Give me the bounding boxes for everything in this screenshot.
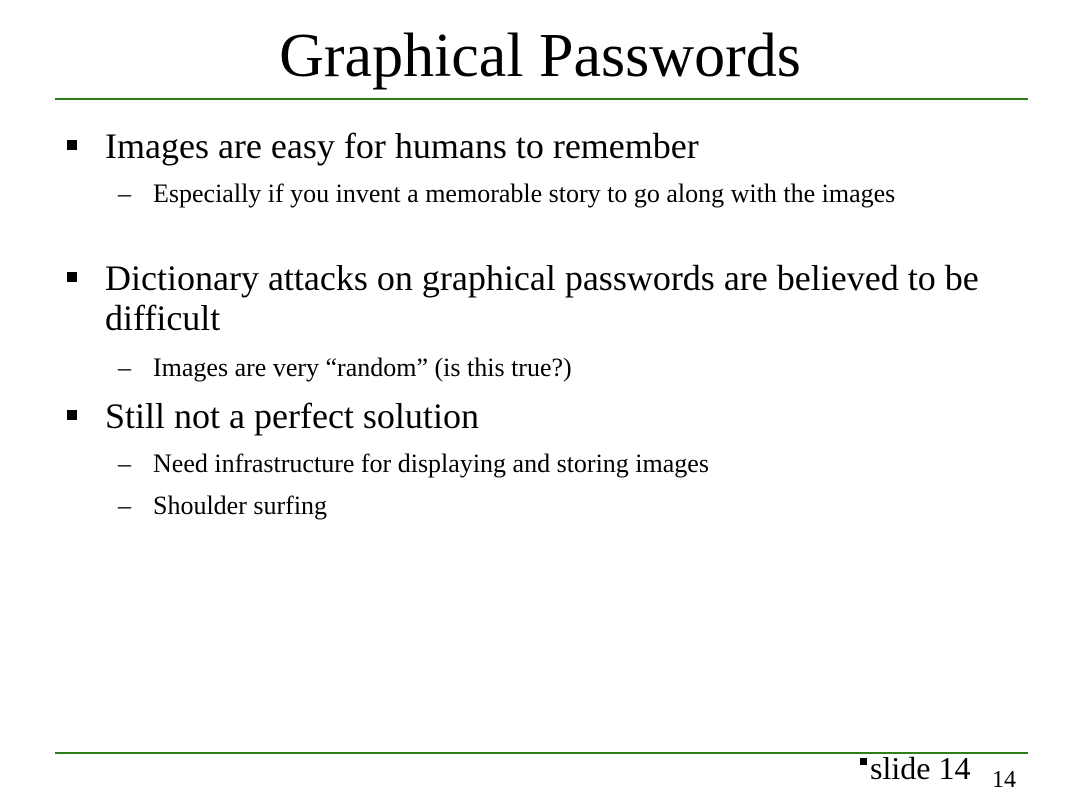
slide-title: Graphical Passwords	[279, 22, 801, 90]
bullet-text: Dictionary attacks on graphical passwords are believed to be difficult	[105, 258, 979, 338]
sub-bullet-item	[118, 350, 953, 385]
bullet-item	[105, 258, 1005, 338]
bullet-item	[105, 396, 1005, 436]
page-number: 14	[992, 767, 1016, 793]
square-bullet-icon	[860, 758, 867, 765]
sub-bullet-item	[118, 488, 953, 523]
square-bullet-icon	[67, 410, 77, 420]
bullet-text: Images are easy for humans to remember	[105, 126, 699, 166]
footer-label	[860, 750, 970, 786]
bullet-item	[105, 126, 1005, 166]
sub-bullet-text: Images are very “random” (is this true?)	[153, 353, 572, 382]
square-bullet-icon	[67, 140, 77, 150]
sub-bullet-text: Need infrastructure for displaying and storing images	[153, 449, 709, 478]
footer-text: slide 14	[870, 750, 971, 786]
dash-bullet-icon: –	[118, 491, 131, 520]
dash-bullet-icon: –	[118, 353, 131, 382]
sub-bullet-item	[118, 176, 953, 211]
sub-bullet-text: Shoulder surfing	[153, 491, 328, 520]
dash-bullet-icon: –	[118, 449, 131, 478]
title-divider	[55, 98, 1028, 100]
dash-bullet-icon: –	[118, 179, 131, 208]
sub-bullet-text: Especially if you invent a memorable story to go along with the images	[153, 179, 896, 208]
square-bullet-icon	[67, 272, 77, 282]
sub-bullet-item	[118, 446, 953, 481]
bullet-text: Still not a perfect solution	[105, 396, 479, 436]
